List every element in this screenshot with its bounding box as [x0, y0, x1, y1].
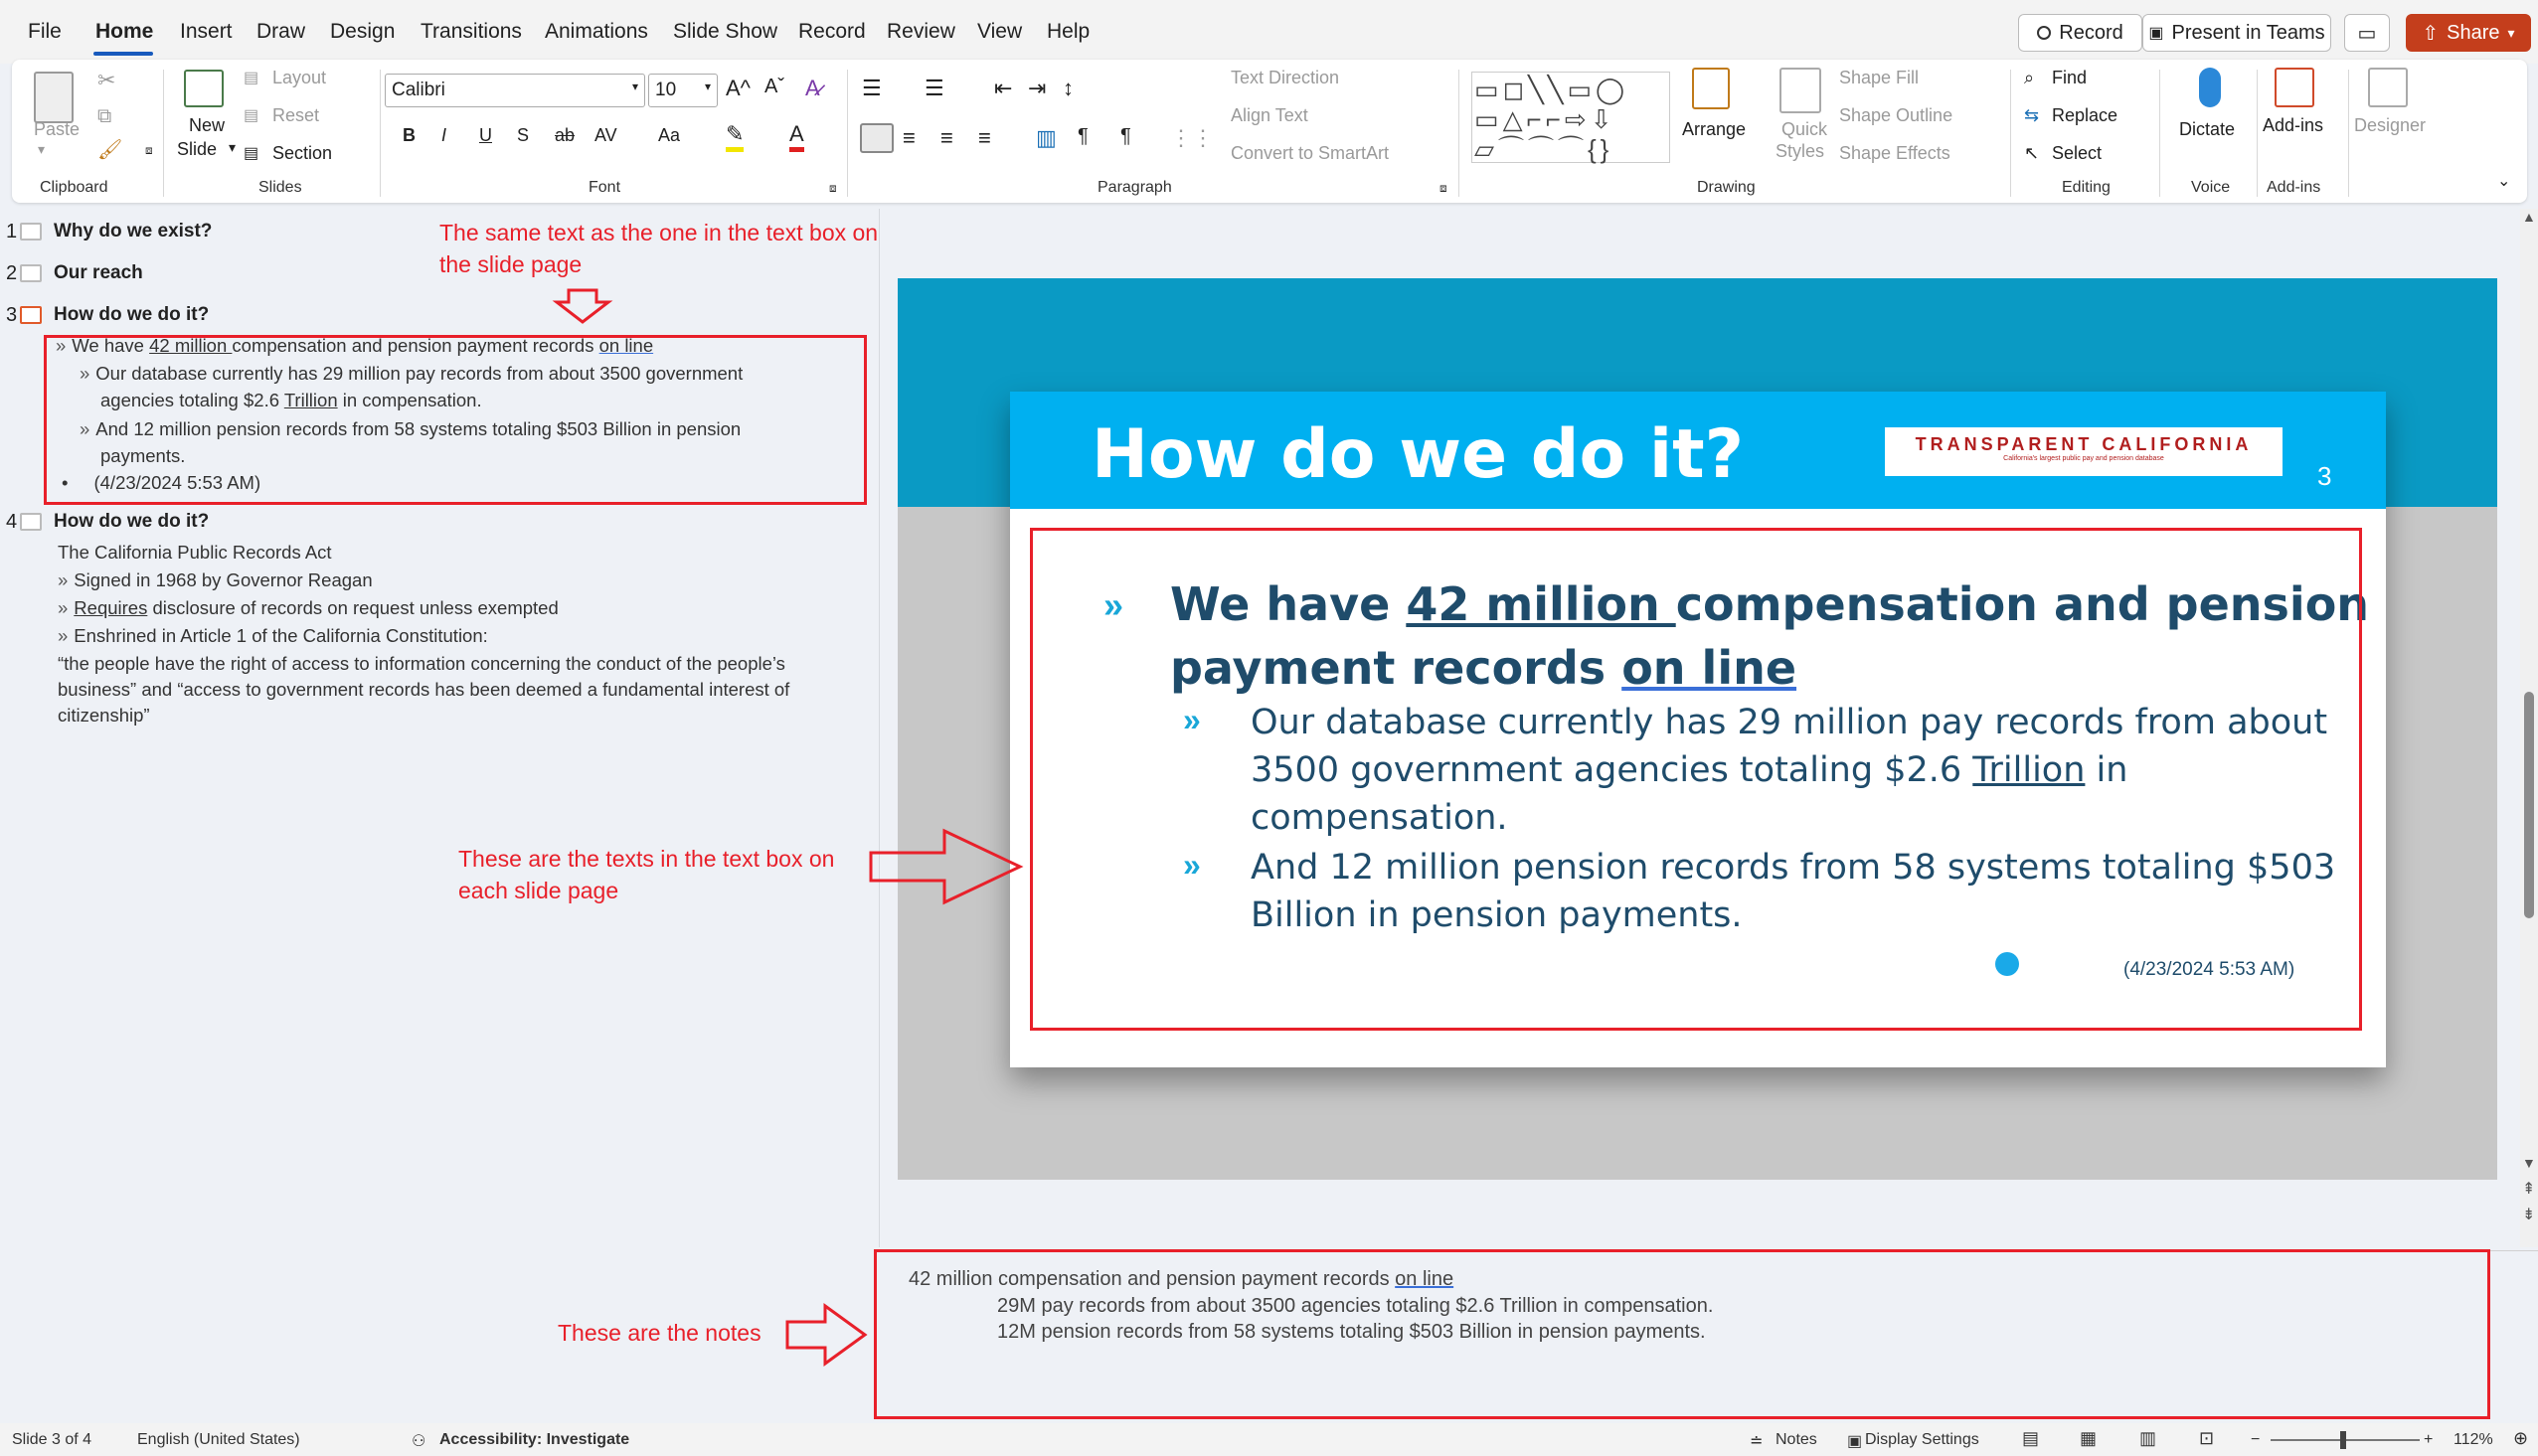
text: compensation and pension: [1675, 577, 2370, 631]
notes-icon: ≐: [1750, 1433, 1764, 1450]
reset-icon: ▤: [244, 107, 259, 124]
paragraph-group-label: Paragraph: [1098, 179, 1172, 196]
menu-review[interactable]: Review: [887, 20, 955, 43]
bullet-dot-icon: •: [62, 472, 69, 493]
note-line-3[interactable]: 12M pension records from 58 systems totaling $503 Billion in pension payments.: [997, 1321, 1706, 1343]
layout-icon: ▤: [244, 70, 259, 86]
zoom-in-icon[interactable]: +: [2424, 1431, 2434, 1448]
text-direction-button[interactable]: Text Direction: [1231, 68, 1340, 87]
section-button[interactable]: Section: [272, 143, 333, 163]
slide-sorter-icon[interactable]: ▦: [2080, 1428, 2098, 1448]
status-bar: [0, 1423, 2538, 1456]
editing-group-label: Editing: [2062, 179, 2111, 196]
chevron-down-icon: ▾: [704, 80, 711, 93]
align-text-button[interactable]: Align Text: [1231, 105, 1308, 125]
search-icon: ⌕: [2024, 68, 2035, 87]
addins-button[interactable]: Add-ins: [2263, 115, 2324, 135]
rtl-icon[interactable]: ¶: [1120, 125, 1131, 147]
share-icon: ⇧: [2422, 22, 2440, 45]
slide-bullet-2-line-3[interactable]: compensation.: [1251, 798, 1508, 838]
reading-view-icon[interactable]: ▥: [2139, 1428, 2157, 1448]
present-label: Present in Teams: [2171, 21, 2325, 44]
outline-slide-number: 3: [6, 304, 18, 326]
outline-slide-title[interactable]: How do we do it?: [54, 511, 210, 532]
chevron-down-icon[interactable]: ▾: [38, 141, 46, 157]
slide-bullet-3-line-1[interactable]: And 12 million pension records from 58 systems totaling $503: [1251, 848, 2336, 888]
text: Trillion: [283, 390, 338, 410]
font-group-label: Font: [589, 179, 621, 196]
bullet-chevron-icon: »: [80, 363, 90, 384]
shapes-gallery[interactable]: ▭◻╲╲▭◯ ▭△⌐⌐⇨⇩ ▱⌒⌒⌒{}: [1471, 72, 1670, 163]
addins-group-label: Add-ins: [2267, 179, 2321, 196]
bold-button[interactable]: B: [403, 125, 416, 145]
annotation-text-2: These are the texts in the text box on: [458, 846, 835, 872]
outline-slide-title[interactable]: Why do we exist?: [54, 221, 213, 242]
logo-text: TRANSPARENT CALIFORNIA: [1915, 434, 2253, 454]
shape-fill-button[interactable]: Shape Fill: [1839, 68, 1920, 87]
drawing-group-label: Drawing: [1697, 179, 1756, 196]
new-slide-label-2[interactable]: Slide: [177, 139, 218, 159]
text: Trillion: [1972, 750, 2086, 790]
chevron-down-icon[interactable]: ▾: [229, 139, 237, 155]
text: on line: [598, 335, 654, 356]
menu-file[interactable]: File: [28, 20, 62, 43]
text: disclosure of records on request unless exempted: [147, 597, 559, 618]
text: on line: [1395, 1268, 1454, 1290]
slide-bullet-icon: »: [1183, 847, 1201, 883]
font-name-value: Calibri: [392, 80, 445, 100]
arrange-button[interactable]: Arrange: [1682, 119, 1747, 139]
menu-animations[interactable]: Animations: [545, 20, 648, 43]
text: on line: [1621, 641, 1797, 695]
bullets-icon[interactable]: ☰: [862, 76, 882, 100]
display-settings-button[interactable]: Display Settings: [1865, 1431, 1979, 1448]
quick-styles-label-2[interactable]: Styles: [1776, 141, 1825, 161]
text: agencies totaling $2.6: [100, 390, 284, 410]
numbering-icon[interactable]: ☰: [925, 76, 944, 100]
note-line-2[interactable]: 29M pay records from about 3500 agencies totaling $2.6 Trillion in compensation.: [997, 1295, 1714, 1317]
arrow-down-icon: [557, 290, 608, 322]
shrink-font-icon[interactable]: Aˇ: [764, 76, 784, 97]
text: in compensation.: [337, 390, 482, 410]
ltr-icon[interactable]: ¶: [1078, 125, 1089, 147]
outline-slide-number: 1: [6, 221, 18, 243]
dictate-button[interactable]: Dictate: [2179, 119, 2236, 139]
bullet-chevron-icon: »: [58, 625, 69, 646]
shape-effects-button[interactable]: Shape Effects: [1839, 143, 1950, 163]
share-label: Share: [2447, 21, 2500, 44]
annotation-text-3: These are the notes: [558, 1320, 761, 1346]
grow-font-icon[interactable]: A^: [726, 76, 751, 100]
menu-slide-show[interactable]: Slide Show: [673, 20, 778, 43]
chevron-down-icon: ▾: [631, 80, 638, 93]
slide-title[interactable]: How do we do it?: [1092, 415, 1745, 494]
dialog-launcher-icon[interactable]: ⧈: [829, 181, 837, 195]
shape-outline-button[interactable]: Shape Outline: [1839, 105, 1953, 125]
text: (4/23/2024 5:53 AM): [93, 472, 261, 493]
cursor-icon: ↖: [2024, 143, 2040, 163]
new-slide-label-1[interactable]: New: [189, 115, 226, 135]
text: payment records: [1170, 641, 1622, 695]
bullet-chevron-icon: »: [58, 569, 69, 590]
text: Enshrined in Article 1 of the California Constitution:: [74, 625, 488, 646]
next-slide-icon[interactable]: ⇟: [2522, 1207, 2536, 1223]
zoom-out-icon[interactable]: −: [2251, 1431, 2261, 1448]
dialog-launcher-icon[interactable]: ⧈: [145, 143, 153, 157]
columns-icon[interactable]: ▥: [1036, 125, 1057, 150]
fit-to-window-icon[interactable]: ⊕: [2513, 1428, 2529, 1448]
justify-icon[interactable]: ≡: [978, 125, 991, 150]
font-size-value: 10: [655, 80, 677, 100]
slide-bullet-2-line-1[interactable]: Our database currently has 29 million pay records from about: [1251, 703, 2328, 742]
designer-button[interactable]: Designer: [2354, 115, 2427, 135]
menu-help[interactable]: Help: [1047, 20, 1091, 43]
slide-bullet-icon: »: [1183, 702, 1201, 737]
record-label: Record: [2059, 21, 2123, 44]
notes-toggle-button[interactable]: Notes: [1776, 1431, 1817, 1448]
clipboard-group-label: Clipboard: [40, 179, 108, 196]
text: 3500 government agencies totaling $2.6: [1251, 750, 1973, 790]
convert-smartart-button[interactable]: Convert to SmartArt: [1231, 143, 1390, 163]
slide-counter: Slide 3 of 4: [12, 1431, 92, 1448]
underline-button[interactable]: U: [479, 125, 492, 145]
font-color-icon[interactable]: A: [789, 121, 804, 152]
increase-indent-icon[interactable]: ⇥: [1028, 76, 1047, 100]
outline-text[interactable]: citizenship”: [58, 705, 150, 726]
smartart-columns-icon[interactable]: ⋮⋮: [1170, 125, 1214, 150]
section-icon: ▤: [244, 145, 259, 162]
arrow-right-icon: [787, 1306, 865, 1364]
text: 42 million: [1406, 577, 1676, 631]
character-spacing-button[interactable]: AV: [594, 125, 617, 145]
text: And 12 million pension records from 58 systems totaling $503 Billion in pension: [95, 418, 742, 439]
outline-slide-title[interactable]: How do we do it?: [54, 304, 210, 325]
outline-slide-title[interactable]: Our reach: [54, 262, 143, 283]
zoom-slider-thumb[interactable]: [2340, 1431, 2346, 1449]
language-status[interactable]: English (United States): [137, 1431, 300, 1448]
align-center-icon[interactable]: ≡: [903, 125, 916, 150]
select-button[interactable]: Select: [2052, 143, 2103, 163]
text: in: [2085, 750, 2128, 790]
outline-text[interactable]: business” and “access to government records has been deemed a fundamental interest of: [58, 679, 790, 700]
outline-slide-number: 2: [6, 262, 18, 284]
align-right-icon[interactable]: ≡: [940, 125, 953, 150]
teams-icon: ▣: [2148, 25, 2164, 42]
change-case-button[interactable]: Aa: [658, 125, 681, 145]
replace-button[interactable]: Replace: [2052, 105, 2118, 125]
annotation-text-1: The same text as the one in the text box on: [439, 220, 879, 245]
text: Our database currently has 29 million pay records from about 3500 government: [95, 363, 744, 384]
zoom-level[interactable]: 112%: [2453, 1431, 2493, 1448]
find-button[interactable]: Find: [2052, 68, 2088, 87]
previous-slide-icon[interactable]: ⇞: [2522, 1181, 2536, 1198]
menu-transitions[interactable]: Transitions: [421, 20, 522, 43]
bullet-chevron-icon: »: [58, 597, 69, 618]
text: We have: [1170, 577, 1407, 631]
annotation-text-2b: each slide page: [458, 878, 619, 903]
menu-insert[interactable]: Insert: [180, 20, 233, 43]
menu-home[interactable]: Home: [95, 20, 154, 43]
format-painter-icon[interactable]: 🖌: [97, 139, 123, 161]
quick-styles-label-1[interactable]: Quick: [1781, 119, 1828, 139]
outline-text[interactable]: The California Public Records Act: [58, 542, 332, 563]
replace-icon: ⇆: [2024, 105, 2040, 125]
scroll-up-icon[interactable]: ▲: [2522, 209, 2536, 225]
text: 42 million compensation and pension payment records: [909, 1268, 1396, 1290]
collapse-ribbon-icon[interactable]: ⌄: [2497, 173, 2511, 190]
arrow-right-icon: [871, 831, 1020, 902]
italic-button[interactable]: I: [441, 125, 447, 145]
paste-label[interactable]: Paste: [34, 119, 81, 139]
highlight-icon[interactable]: ✎: [726, 121, 744, 152]
logo-subtitle: California's largest public pay and pension database: [2003, 455, 2164, 462]
menu-view[interactable]: View: [977, 20, 1023, 43]
slideshow-icon[interactable]: ⊡: [2199, 1428, 2215, 1448]
scroll-down-icon[interactable]: ▼: [2522, 1155, 2536, 1171]
slides-group-label: Slides: [258, 179, 302, 196]
text: We have: [72, 335, 150, 356]
bullet-chevron-icon: »: [56, 335, 67, 356]
outline-text[interactable]: “the people have the right of access to information concerning the conduct of the people’s: [58, 653, 785, 674]
voice-group-label: Voice: [2191, 179, 2231, 196]
slide-timestamp[interactable]: (4/23/2024 5:53 AM): [2123, 959, 2295, 980]
text-shadow-button[interactable]: S: [517, 125, 530, 145]
layout-button[interactable]: Layout: [272, 68, 327, 87]
menu-design[interactable]: Design: [330, 20, 396, 43]
strikethrough-button[interactable]: ab: [555, 125, 576, 145]
menu-draw[interactable]: Draw: [256, 20, 306, 43]
slide-bullet-3-line-2[interactable]: Billion in pension payments.: [1251, 895, 1743, 935]
slide-number: 3: [2317, 461, 2332, 491]
outline-slide-number: 4: [6, 511, 18, 533]
accessibility-icon: ⚇: [412, 1433, 426, 1450]
comment-icon: ▭: [2357, 22, 2377, 45]
line-spacing-icon[interactable]: ↕: [1063, 76, 1074, 100]
normal-view-icon[interactable]: ▤: [2022, 1428, 2040, 1448]
copy-icon[interactable]: ⧉: [97, 105, 112, 127]
reset-button[interactable]: Reset: [272, 105, 320, 125]
cut-icon[interactable]: ✂: [97, 68, 116, 92]
text: Signed in 1968 by Governor Reagan: [74, 569, 373, 590]
display-settings-icon: ▣: [1847, 1433, 1863, 1450]
outline-bullet-cont[interactable]: payments.: [100, 445, 186, 466]
text: 42 million: [149, 335, 233, 356]
annotation-text-1b: the slide page: [439, 251, 583, 277]
chevron-down-icon: ▾: [2507, 24, 2515, 41]
bullet-chevron-icon: »: [80, 418, 90, 439]
accessibility-status[interactable]: Accessibility: Investigate: [439, 1431, 630, 1448]
menu-record[interactable]: Record: [798, 20, 866, 43]
clear-formatting-icon[interactable]: A̷: [805, 76, 820, 100]
slide-bullet-icon: »: [1103, 584, 1124, 625]
text: Requires: [74, 597, 148, 618]
dialog-launcher-icon[interactable]: ⧈: [1439, 181, 1447, 195]
text: compensation and pension payment records: [232, 335, 599, 356]
decrease-indent-icon[interactable]: ⇤: [994, 76, 1013, 100]
